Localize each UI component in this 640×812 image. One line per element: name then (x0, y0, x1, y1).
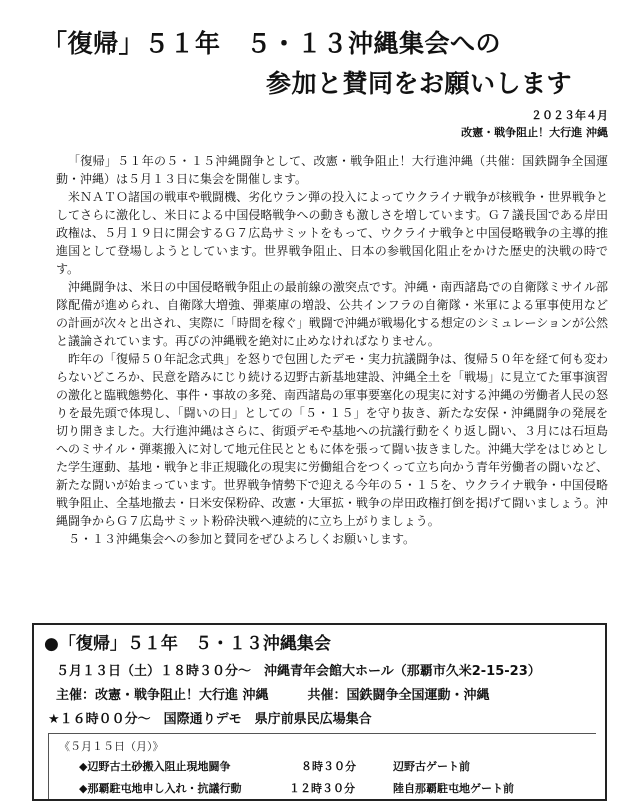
schedule-action: ◆那覇駐屯地申し入れ・抗議行動 (79, 782, 242, 795)
schedule-place: 陸自那覇駐屯地ゲート前 (393, 782, 514, 795)
title-line-2: 参加と賛同をお願いします (266, 69, 573, 98)
schedule-time: １２時３０分 (289, 782, 355, 795)
document-date: ２０２３年４月 (531, 109, 608, 122)
schedule-header: 《５月１５日（月）》 (59, 740, 164, 753)
schedule-time: ８時３０分 (301, 760, 356, 773)
event-organizers: 主催：改憲・戦争阻止！大行進 沖縄 共催：国鉄闘争全国運動・沖縄 (56, 688, 490, 703)
event-demo: ★１６時００分～ 国際通りデモ 県庁前県民広場集合 (48, 712, 372, 727)
event-datetime-venue: ５月１３日（土）１８時３０分～ 沖縄青年会館大ホール（那覇市久米2-15-23） (56, 664, 541, 679)
organization-name: 改憲・戦争阻止！大行進 沖縄 (461, 126, 608, 139)
schedule-box (48, 733, 596, 799)
event-box (32, 623, 607, 801)
title-line-1: 「復帰」５１年 ５・１３沖縄集会への (42, 29, 502, 58)
body-text (56, 152, 608, 548)
paragraph: 米ＮＡＴＯ諸国の戦車や戦闘機、劣化ウラン弾の投入によってウクライナ戦争が核戦争・世界戦争としてさらに激化し、米日による中国侵略戦争への動きも激しさを増しています。Ｇ７議長国である岸田政権は、５月１９日に開会するＧ７広島サミットをもって、ウクライナ戦争と中国侵略戦争の主導的推進国として登場しようとしています。世界戦争阻止、日本の参戦国化阻止をかけた歴史的決戦の時です。 (56, 190, 608, 276)
paragraph: 昨年の「復帰５０年記念式典」を怒りで包囲したデモ・実力抗議闘争は、復帰５０年を経て何も変わらないどころか、民意を踏みにじり続ける辺野古新基地建設、沖縄全土を「戦場」に見立てた軍事演習の激化と臨戦態勢化、事件・事故の多発、南西諸島の軍事要塞化の現実に対する沖縄の労働者人民の怒りを最先頭で体現し、「闘いの日」としての「５・１５」を守り抜き、新たな安保・沖縄闘争の発展を切り開きました。大行進沖縄はさらに、街頭デモや基地への抗議行動をくり返し闘い、３月には石垣島へのミサイル・弾薬搬入に対して地元住民とともに体を張って闘い抜きました。沖縄大学をはじめとした学生運動、基地・戦争と非正規職化の現実に労働組合をつくって立ち向かう青年労働者の闘いなど、新たな闘いが始まっています。世界戦争情勢下で迎える今年の５・１５を、ウクライナ戦争・中国侵略戦争阻止、全基地撤去・日米安保粉砕、改憲・大軍拡・戦争の岸田政権打倒を掲げて闘いましょう。沖縄闘争からＧ７広島サミット粉砕決戦へ連続的に立ち上がりましょう。 (56, 352, 609, 528)
paragraph: 「復帰」５１年の５・１５沖縄闘争として、改憲・戦争阻止！大行進沖縄（共催：国鉄闘争全国運動・沖縄）は５月１３日に集会を開催します。 (56, 154, 608, 186)
paragraph: 沖縄闘争は、米日の中国侵略戦争阻止の最前線の激突点です。沖縄・南西諸島での自衛隊ミサイル部隊配備が進められ、自衛隊大増強、弾薬庫の増設、公共インフラの自衛隊・米軍による軍事使用などの計画が次々と出され、実際に「時間を稼ぐ」戦闘で沖縄が戦場化する想定のシミュレーションが公然と議論されています。再びの沖縄戦を絶対に止めなければなりません。 (56, 280, 609, 348)
schedule-place: 辺野古ゲート前 (393, 760, 470, 773)
schedule-action: ◆辺野古土砂搬入阻止現地闘争 (79, 760, 231, 773)
event-title: ●「復帰」５１年 ５・１３沖縄集会 (44, 634, 331, 654)
paragraph: ５・１３沖縄集会への参加と賛同をぜひよろしくお願いします。 (68, 532, 416, 546)
